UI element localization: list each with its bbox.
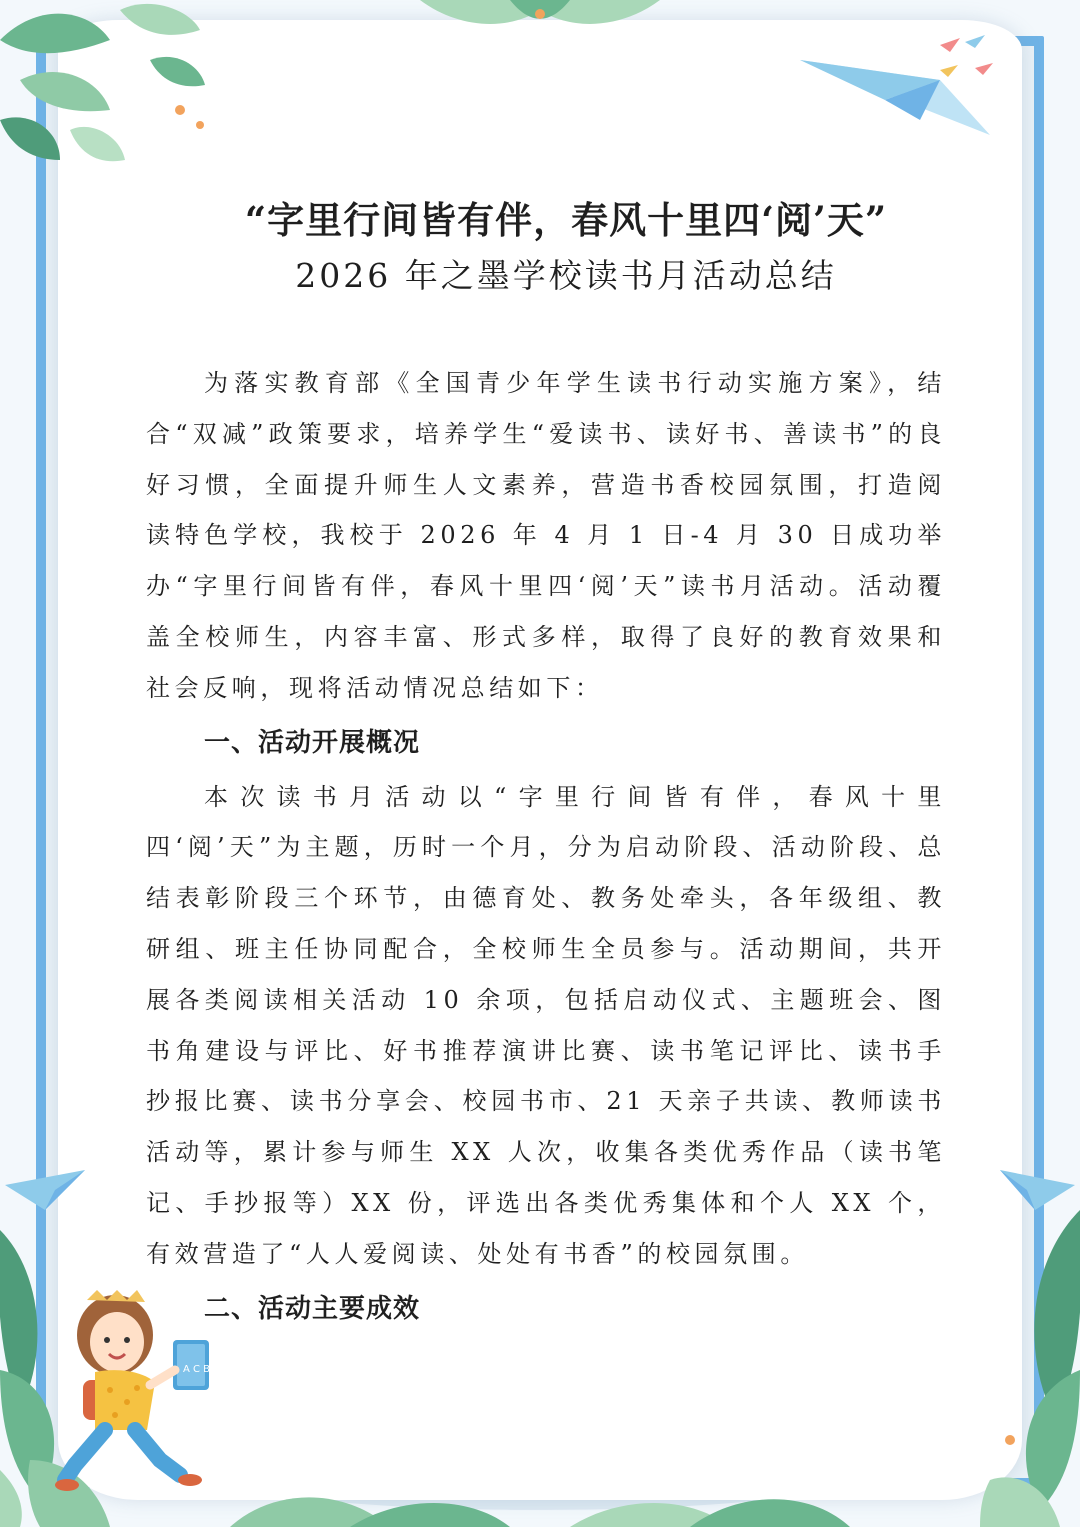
document-subtitle: 2026 年之墨学校读书月活动总结: [295, 256, 837, 295]
document-title: “字里行间皆有伴，春风十里四‘阅’天”: [244, 198, 888, 242]
intro-paragraph: 为落实教育部《全国青少年学生读书行动实施方案》，结合“双减”政策要求，培养学生“爱读书、读好书、善读书”的良好习惯，全面提升师生人文素养，营造书香校园氛围，打造阅读特色学校，我校于 2026 年 4 月 1 日-4 月 30 日成功举办“字里行间皆有伴，春风十里四‘阅’天”读书月活动。活动覆盖全校师生，内容丰富、形式多样，取得了良好的教育效果和社会反响，现将活动情况总结如下：: [146, 369, 946, 702]
paper-plane-icon: [790, 30, 1030, 150]
leaves-bottom-center-icon: [230, 1480, 850, 1527]
leaves-bottom-right-icon: [970, 1190, 1080, 1527]
leaves-top-left-icon: [0, 0, 240, 200]
leaves-top-center-icon: [420, 0, 660, 40]
document-content: [146, 190, 946, 1338]
section-1-paragraph: 本次读书月活动以“字里行间皆有伴，春风十里四‘阅’天”为主题，历时一个月，分为启动阶段、活动阶段、总结表彰阶段三个环节，由德育处、教务处牵头，各年级组、教研组、班主任协同配合，全校师生全员参与。活动期间，共开展各类阅读相关活动 10 余项，包括启动仪式、主题班会、图书角建设与评比、好书推荐演讲比赛、读书笔记评比、读书手抄报比赛、读书分享会、校园书市、21 天亲子共读、教师读书活动等，累计参与师生 XX 人次，收集各类优秀作品（读书笔记、手抄报等）XX 份，评选出各类优秀集体和个人 XX 个，有效营造了“人人爱阅读、处处有书香”的校园氛围。: [146, 782, 946, 1268]
section-heading-1: 一、活动开展概况: [204, 727, 421, 758]
document-body: [146, 358, 946, 1338]
book-cover-label: A C B: [183, 1364, 211, 1375]
section-heading-2: 二、活动主要成效: [204, 1293, 421, 1324]
